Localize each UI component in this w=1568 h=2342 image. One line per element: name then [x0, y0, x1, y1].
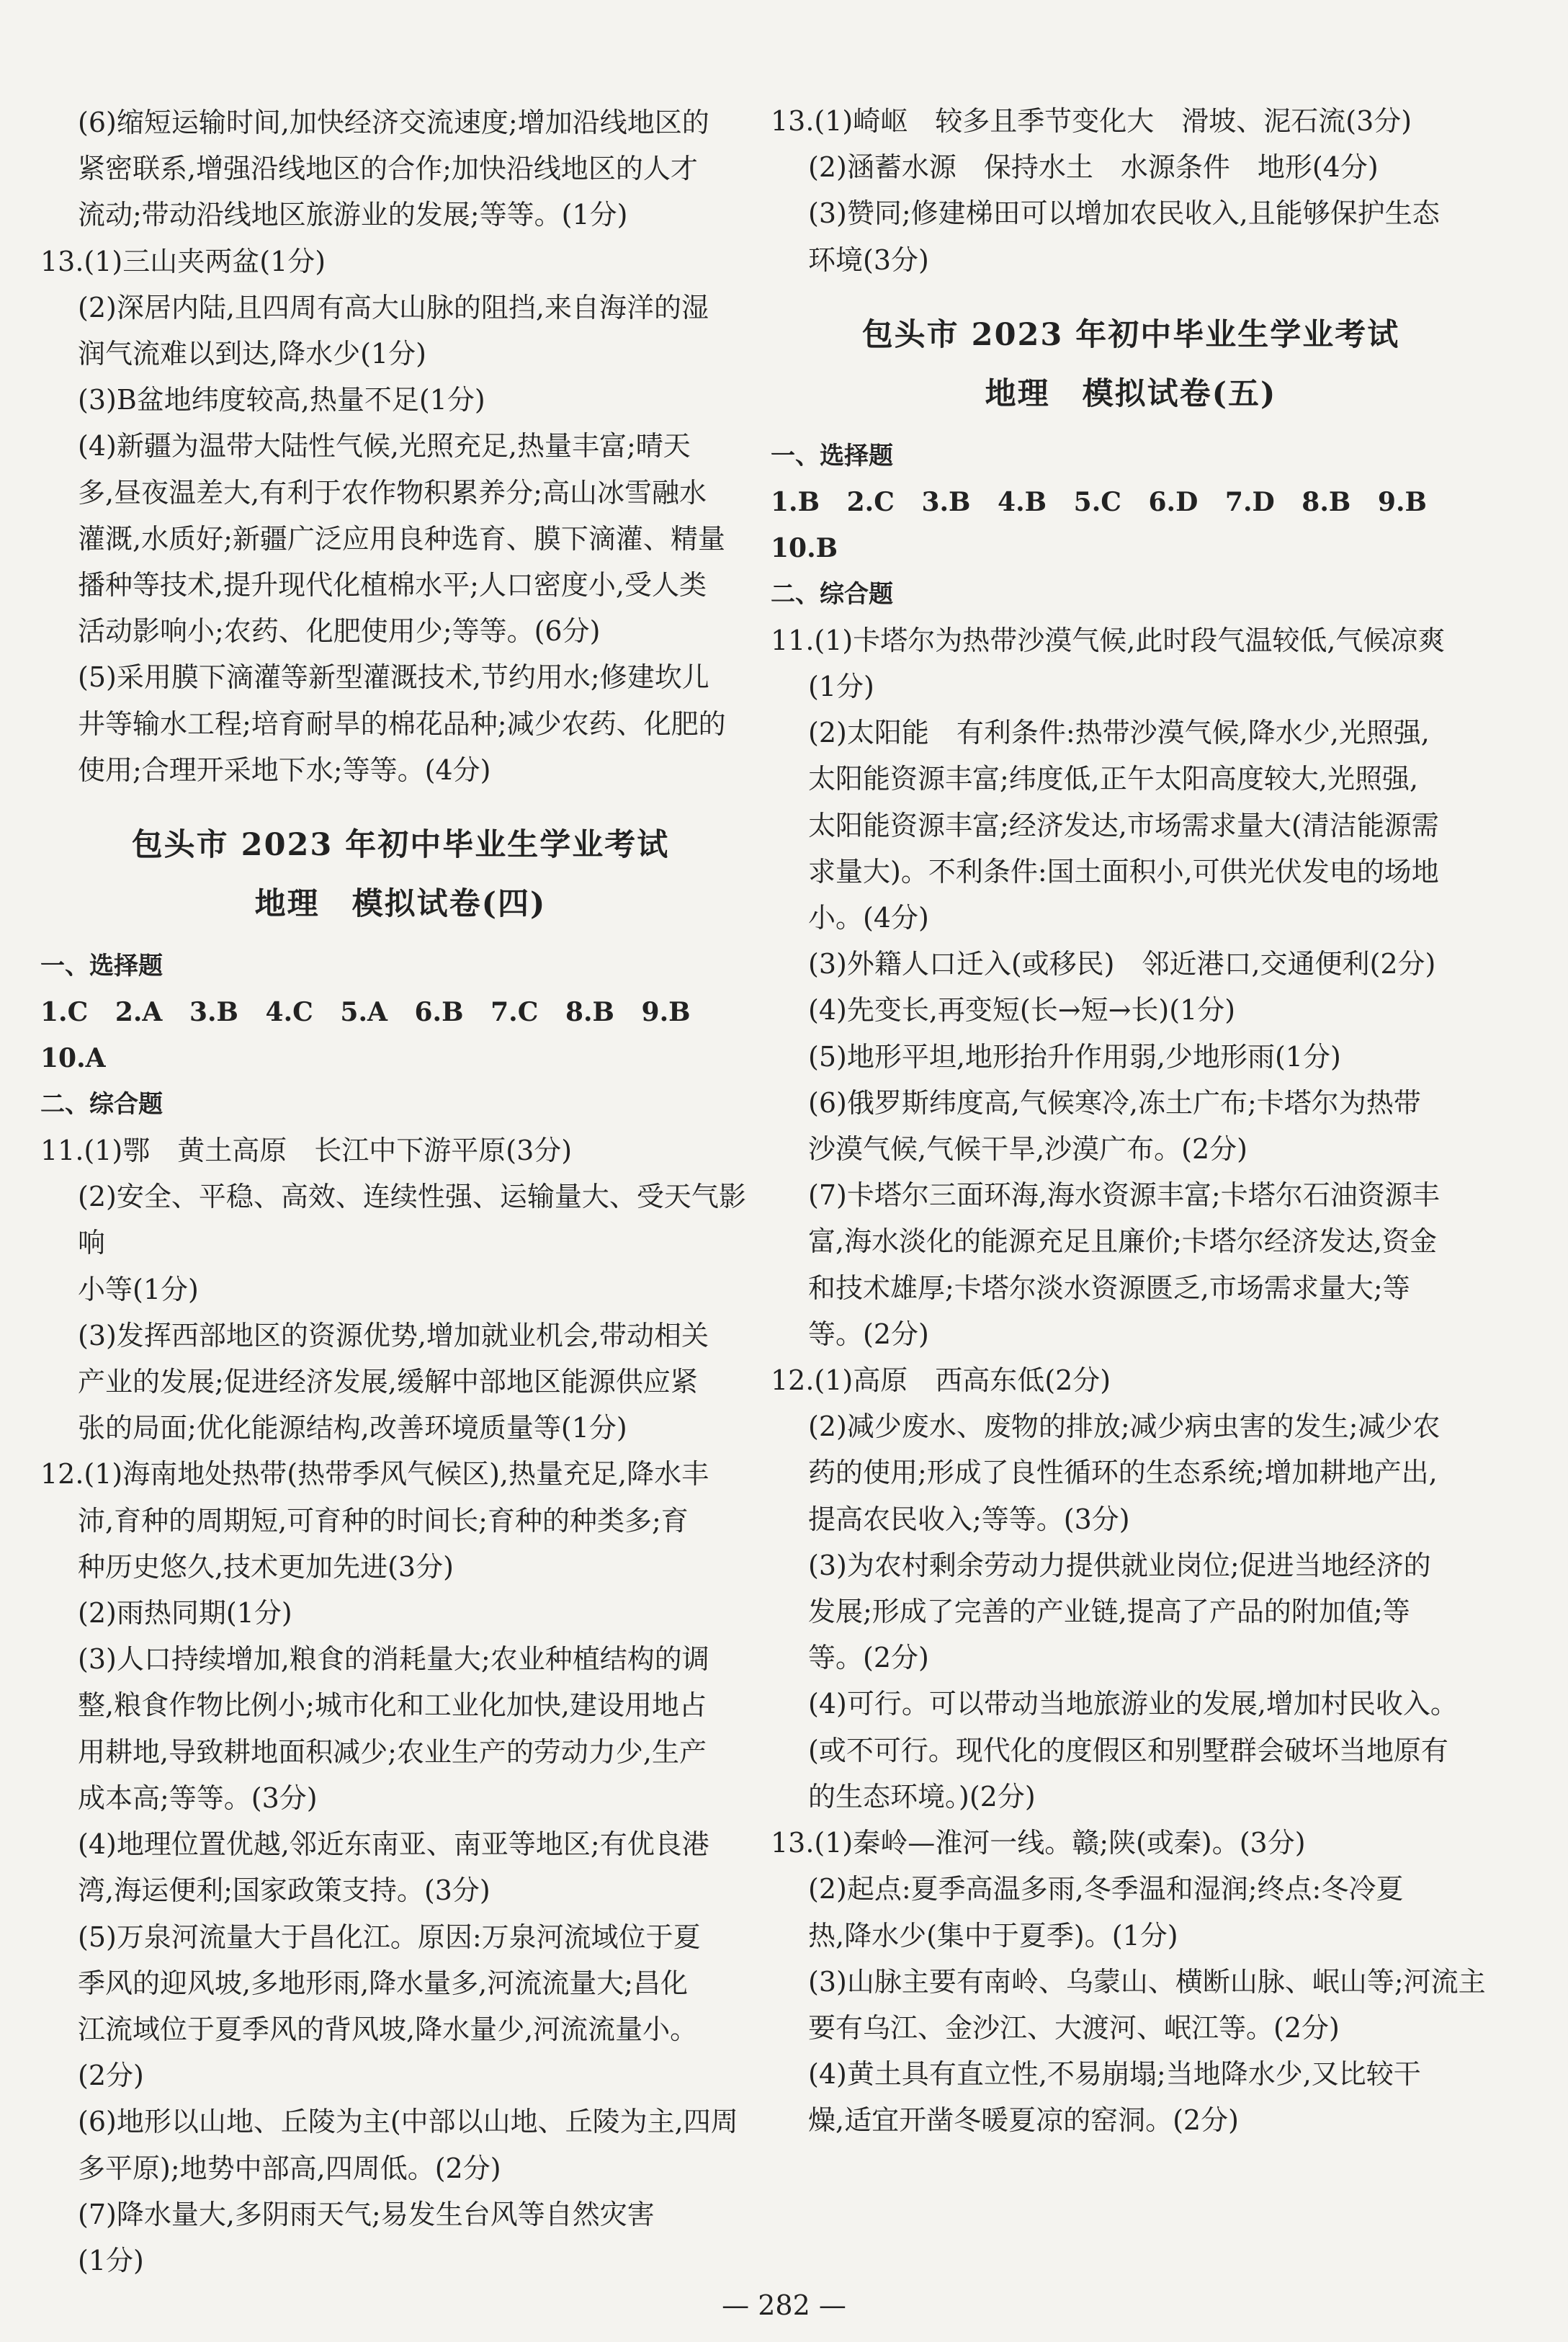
answer-line: (3)人口持续增加,粮食的消耗量大;农业种植结构的调	[78, 1643, 709, 1676]
answer-line: (4)可行。可以带动当地旅游业的发展,增加村民收入。	[808, 1688, 1458, 1720]
answer-line: 环境(3分)	[808, 243, 929, 276]
comprehensive-heading: 二、综合题	[40, 1090, 163, 1119]
right-top-answers	[771, 98, 1491, 283]
answer-line: 11.(1)鄂 黄土高原 长江中下游平原(3分)	[40, 1135, 573, 1167]
answer-line: (3)山脉主要有南岭、乌蒙山、横断山脉、岷山等;河流主	[808, 1965, 1486, 1998]
answer-line: (5)地形平坦,地形抬升作用弱,少地形雨(1分)	[808, 1040, 1341, 1073]
answer-line: 发展;形成了完善的产业链,提高了产品的附加值;等	[808, 1596, 1410, 1628]
answer-line: 张的局面;优化能源结构,改善环境质量等(1分)	[78, 1412, 627, 1444]
answer-line: (2)深居内陆,且四周有高大山脉的阻挡,来自海洋的湿	[78, 291, 709, 323]
answer-line: 热,降水少(集中于夏季)。(1分)	[808, 1919, 1178, 1952]
right-comprehensive-answers	[771, 617, 1491, 2144]
answer-line: 湾,海运便利;国家政策支持。(3分)	[78, 1874, 490, 1907]
answer-line: (1分)	[78, 2244, 144, 2276]
answer-line: 12.(1)海南地处热带(热带季风气候区),热量充足,降水丰	[40, 1458, 709, 1490]
answer-line: (2)起点:夏季高温多雨,冬季温和湿润;终点:冬冷夏	[808, 1873, 1404, 1905]
answer-line: (1分)	[808, 671, 874, 703]
choice-answers-row1: 1.B 2.C 3.B 4.B 5.C 6.D 7.D 8.B 9.B	[771, 486, 1427, 517]
answer-line: 富,海水淡化的能源充足且廉价;卡塔尔经济发达,资金	[808, 1225, 1437, 1258]
right-column	[771, 98, 1491, 2144]
answer-line: 整,粮食作物比例小;城市化和工业化加快,建设用地占	[78, 1689, 707, 1722]
answer-line: (2)安全、平稳、高效、连续性强、运输量大、受天气影响	[78, 1181, 746, 1259]
answer-line: 灌溉,水质好;新疆广泛应用良种选育、膜下滴灌、精量	[78, 522, 725, 555]
exam-subtitle-5: 地理 模拟试卷(五)	[985, 375, 1277, 412]
exam-title-5: 包头市 2023 年初中毕业生学业考试	[861, 316, 1400, 353]
answer-line: (3)B盆地纬度较高,热量不足(1分)	[78, 384, 485, 416]
answer-line: (7)降水量大,多阴雨天气;易发生台风等自然灾害	[78, 2198, 655, 2230]
answer-line: 江流域位于夏季风的背风坡,降水量少,河流流量小。	[78, 2013, 698, 2045]
exam-subtitle-4: 地理 模拟试卷(四)	[254, 886, 547, 923]
answer-line: 成本高;等等。(3分)	[78, 1782, 318, 1814]
answer-line: 小。(4分)	[808, 902, 929, 934]
answer-line: 种历史悠久,技术更加先进(3分)	[78, 1550, 454, 1583]
answer-line: 和技术雄厚;卡塔尔淡水资源匮乏,市场需求量大;等	[808, 1271, 1410, 1304]
left-comprehensive-answers	[40, 1127, 761, 2284]
choice-answers-row2: 10.B	[771, 532, 838, 563]
page-number: — 282 —	[722, 2289, 846, 2321]
answer-line: 11.(1)卡塔尔为热带沙漠气候,此时段气温较低,气候凉爽	[771, 624, 1446, 656]
answer-line: (5)万泉河流量大于昌化江。原因:万泉河流域位于夏	[78, 1921, 701, 1953]
answer-line: 要有乌江、金沙江、大渡河、岷江等。(2分)	[808, 2011, 1340, 2044]
choice-answers-row2: 10.A	[40, 1043, 106, 1074]
answer-line: (4)黄土具有直立性,不易崩塌;当地降水少,又比较干	[808, 2058, 1421, 2091]
answer-line: (2)雨热同期(1分)	[78, 1597, 292, 1630]
answer-line: 产业的发展;促进经济发展,缓解中部地区能源供应紧	[78, 1366, 698, 1398]
answer-line: (或不可行。现代化的度假区和别墅群会破坏当地原有	[808, 1734, 1448, 1766]
choice-answers-row1: 1.C 2.A 3.B 4.C 5.A 6.B 7.C 8.B 9.B	[40, 997, 691, 1028]
answer-line: 多,昼夜温差大,有利于农作物积累养分;高山冰雪融水	[78, 476, 707, 509]
answer-line: (2)太阳能 有利条件:热带沙漠气候,降水少,光照强,	[808, 717, 1430, 749]
answer-line: 小等(1分)	[78, 1273, 199, 1305]
answer-line: (2分)	[78, 2060, 144, 2092]
answer-line: 等。(2分)	[808, 1318, 929, 1350]
answer-line: 播种等技术,提升现代化植棉水平;人口密度小,受人类	[78, 569, 707, 602]
answer-line: (2)减少废水、废物的排放;减少病虫害的发生;减少农	[808, 1411, 1441, 1443]
answer-line: 12.(1)高原 西高东低(2分)	[771, 1364, 1111, 1397]
answer-line: 燥,适宜开凿冬暖夏凉的窑洞。(2分)	[808, 2104, 1239, 2137]
answer-line: 井等输水工程;培育耐旱的棉花品种;减少农药、化肥的	[78, 707, 726, 740]
answer-line: (6)缩短运输时间,加快经济交流速度;增加沿线地区的	[78, 107, 709, 138]
answer-line: 沙漠气候,气候干旱,沙漠广布。(2分)	[808, 1133, 1247, 1166]
exam-title-4: 包头市 2023 年初中毕业生学业考试	[131, 827, 670, 864]
answer-line: (6)俄罗斯纬度高,气候寒冷,冻土广布;卡塔尔为热带	[808, 1086, 1421, 1119]
answer-line: 13.(1)三山夹两盆(1分)	[40, 245, 326, 277]
answer-line: 13.(1)崎岖 较多且季节变化大 滑坡、泥石流(3分)	[771, 105, 1412, 137]
answer-line: 用耕地,导致耕地面积减少;农业生产的劳动力少,生产	[78, 1735, 707, 1768]
answer-line: 的生态环境。)(2分)	[808, 1780, 1036, 1813]
answer-line: 太阳能资源丰富;纬度低,正午太阳高度较大,光照强,	[808, 763, 1419, 795]
answer-line: (4)先变长,再变短(长→短→长)(1分)	[808, 994, 1236, 1027]
choice-heading: 一、选择题	[771, 441, 893, 470]
answer-line: (2)涵蓄水源 保持水土 水源条件 地形(4分)	[808, 151, 1379, 184]
left-top-answers	[40, 99, 761, 793]
answer-line: (3)赞同;修建梯田可以增加农民收入,且能够保护生态	[808, 197, 1440, 230]
answer-line: (5)采用膜下滴灌等新型灌溉技术,节约用水;修建坎儿	[78, 661, 709, 694]
answer-line: 润气流难以到达,降水少(1分)	[78, 338, 426, 370]
choice-heading: 一、选择题	[40, 952, 163, 981]
answer-line: 使用;合理开采地下水;等等。(4分)	[78, 754, 491, 786]
answer-line: (6)地形以山地、丘陵为主(中部以山地、丘陵为主,四周	[78, 2106, 738, 2138]
answer-line: 沛,育种的周期短,可育种的时间长;育种的种类多;育	[78, 1504, 689, 1537]
answer-line: (4)地理位置优越,邻近东南亚、南亚等地区;有优良港	[78, 1828, 709, 1861]
answer-line: 流动;带动沿线地区旅游业的发展;等等。(1分)	[78, 199, 628, 231]
answer-line: 紧密联系,增强沿线地区的合作;加快沿线地区的人才	[78, 153, 698, 185]
answer-line: (3)发挥西部地区的资源优势,增加就业机会,带动相关	[78, 1319, 709, 1351]
answer-line: 13.(1)秦岭—淮河一线。赣;陕(或秦)。(3分)	[771, 1827, 1306, 1859]
answer-line: (3)外籍人口迁入(或移民) 邻近港口,交通便利(2分)	[808, 948, 1436, 980]
answer-line: 药的使用;形成了良性循环的生态系统;增加耕地产出,	[808, 1457, 1438, 1489]
answer-line: 求量大)。不利条件:国土面积小,可供光伏发电的场地	[808, 855, 1439, 888]
answer-line: (7)卡塔尔三面环海,海水资源丰富;卡塔尔石油资源丰	[808, 1179, 1440, 1212]
answer-line: 等。(2分)	[808, 1642, 929, 1674]
left-column	[40, 99, 761, 2284]
answer-line: (3)为农村剩余劳动力提供就业岗位;促进当地经济的	[808, 1549, 1431, 1581]
answer-line: 提高农民收入;等等。(3分)	[808, 1503, 1130, 1535]
answer-line: 季风的迎风坡,多地形雨,降水量多,河流流量大;昌化	[78, 1967, 689, 1999]
answer-line: 多平原);地势中部高,四周低。(2分)	[78, 2152, 501, 2184]
answer-line: 太阳能资源丰富;经济发达,市场需求量大(清洁能源需	[808, 809, 1439, 841]
answer-line: 活动影响小;农药、化肥使用少;等等。(6分)	[78, 615, 601, 648]
comprehensive-heading: 二、综合题	[771, 579, 893, 609]
answer-line: (4)新疆为温带大陆性气候,光照充足,热量丰富;晴天	[78, 430, 691, 462]
